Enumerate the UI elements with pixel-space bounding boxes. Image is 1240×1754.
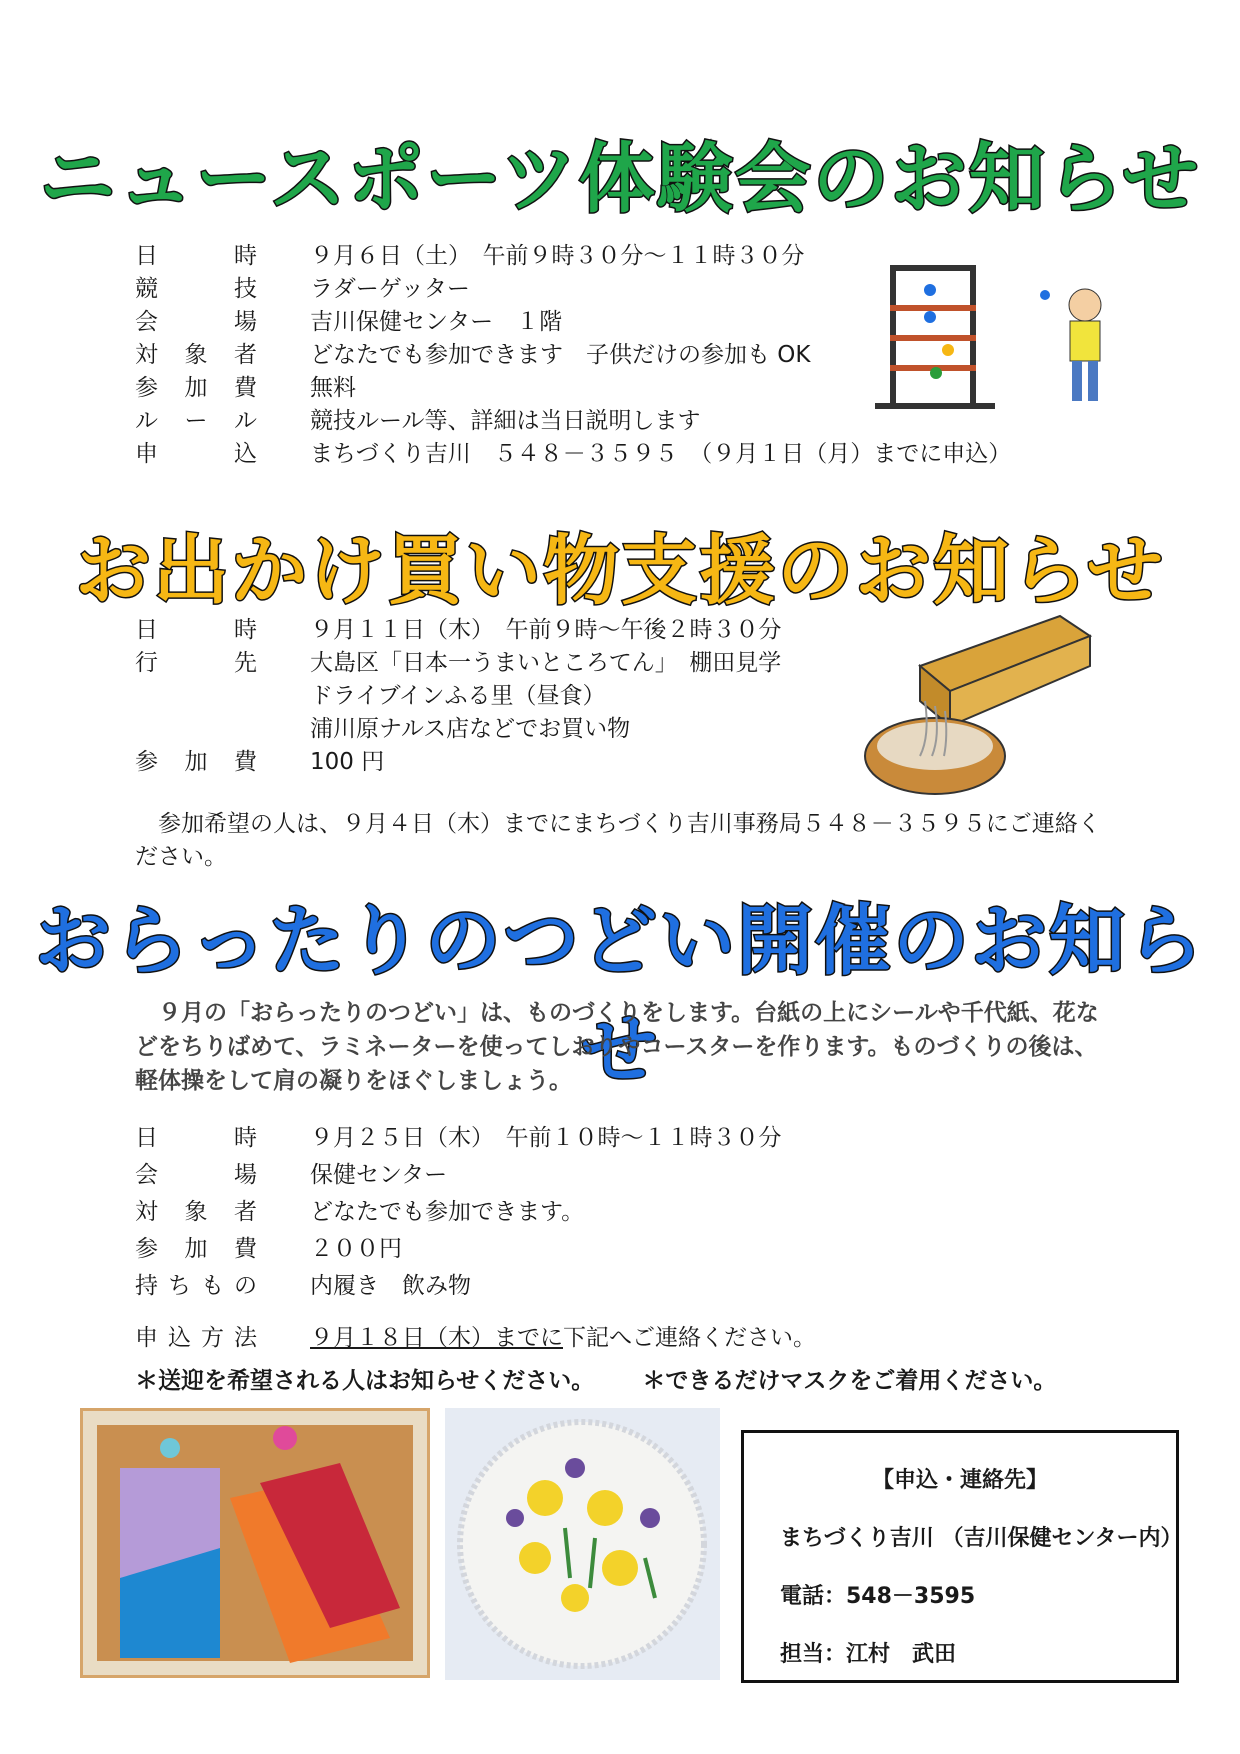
- note-mask: ＊できるだけマスクをご着用ください。: [642, 1368, 1057, 1394]
- info-label: 日 時: [135, 1125, 257, 1151]
- apply-instruction: 下記へご連絡ください。: [563, 1325, 816, 1351]
- info-label: ル ー ル: [135, 408, 257, 434]
- info-label: 日 時: [135, 617, 257, 643]
- info-value: 保健センター: [310, 1162, 448, 1188]
- info-label: 競 技: [135, 276, 257, 302]
- shopping-info: [135, 614, 782, 779]
- info-row: [135, 1233, 782, 1266]
- bookmark-photo: [80, 1408, 430, 1678]
- info-label: 参 加 費: [135, 375, 257, 401]
- note-pickup: ＊送迎を希望される人はお知らせください。: [135, 1368, 595, 1394]
- info-value: 浦川原ナルス店などでお買い物: [310, 716, 631, 742]
- headline-shopping-support: お出かけ買い物支援のお知らせ: [75, 526, 1165, 615]
- ladder-getter-icon: [870, 255, 1120, 425]
- info-label: 対 象 者: [135, 342, 257, 368]
- info-label: 行 先: [135, 650, 257, 676]
- info-label: 参 加 費: [135, 1236, 257, 1262]
- info-value: ラダーゲッター: [310, 276, 470, 302]
- info-value: どなたでも参加できます。: [310, 1199, 585, 1225]
- orattari-apply: [135, 1322, 816, 1355]
- tokoroten-icon: [860, 606, 1110, 806]
- info-row: [135, 614, 782, 647]
- info-value: 無料: [310, 375, 356, 401]
- info-value: まちづくり吉川 ５４８－３５９５ （９月１日（月）までに申込）: [310, 441, 1012, 467]
- info-value: 競技ルール等、詳細は当日説明します: [310, 408, 701, 434]
- info-label: 会 場: [135, 1162, 257, 1188]
- info-label: 持 ち も の: [135, 1273, 257, 1299]
- info-label: 対 象 者: [135, 1199, 257, 1225]
- info-value: 内履き 飲み物: [310, 1273, 471, 1299]
- info-row: [135, 1270, 782, 1303]
- info-value: ９月２５日（木） 午前１０時～１１時３０分: [310, 1125, 782, 1151]
- info-value: ドライブインふる里（昼食）: [310, 683, 606, 709]
- info-label: 申 込: [135, 441, 257, 467]
- contact-phone: 電話：548－3595: [780, 1584, 976, 1609]
- info-value: どなたでも参加できます 子供だけの参加も OK: [310, 342, 811, 368]
- orattari-info: [135, 1122, 782, 1307]
- info-label: 参 加 費: [135, 749, 257, 775]
- headline-orattari: おらったりのつどい開催のお知らせ: [35, 896, 1205, 1094]
- info-value: 大島区「日本一うまいところてん」 棚田見学: [310, 650, 782, 676]
- apply-deadline: ９月１８日（木）までに: [310, 1325, 563, 1351]
- apply-label: 申 込 方 法: [135, 1325, 257, 1351]
- info-row: [135, 713, 782, 746]
- info-row: [135, 746, 782, 779]
- info-row: [135, 438, 1011, 471]
- info-row: [135, 1159, 782, 1192]
- contact-staff: 担当：江村 武田: [780, 1642, 957, 1667]
- info-value: ９月１１日（木） 午前９時～午後２時３０分: [310, 617, 782, 643]
- info-label: 日 時: [135, 243, 257, 269]
- shopping-paragraph: 参加希望の人は、９月４日（木）までにまちづくり吉川事務局５４８－３５９５にご連絡ください。: [135, 811, 1101, 870]
- contact-box: [741, 1430, 1183, 1683]
- info-value: 100 円: [310, 749, 385, 775]
- info-row: [135, 1196, 782, 1229]
- info-value: 吉川保健センター １階: [310, 309, 563, 335]
- notes: [135, 1362, 1096, 1395]
- info-row: [135, 647, 782, 680]
- info-value: ２００円: [310, 1236, 402, 1262]
- info-label: 会 場: [135, 309, 257, 335]
- headline-new-sports: ニュースポーツ体験会のお知らせ: [39, 134, 1201, 223]
- orattari-paragraph: ９月の「おらったりのつどい」は、ものづくりをします。台紙の上にシールや千代紙、花などをちりばめて、ラミネーターを使ってしおりやコースターを作ります。ものづくりの後は、軽体操をして肩の凝りをほぐしましょう。: [135, 1000, 1099, 1094]
- pressed-flower-coaster-photo: [445, 1408, 720, 1680]
- info-row: [135, 1122, 782, 1155]
- contact-title: 【申込・連絡先】: [871, 1468, 1048, 1493]
- info-row: [135, 680, 782, 713]
- contact-org: まちづくり吉川 （吉川保健センター内）: [780, 1526, 1183, 1551]
- info-value: ９月６日（土） 午前９時３０分～１１時３０分: [310, 243, 805, 269]
